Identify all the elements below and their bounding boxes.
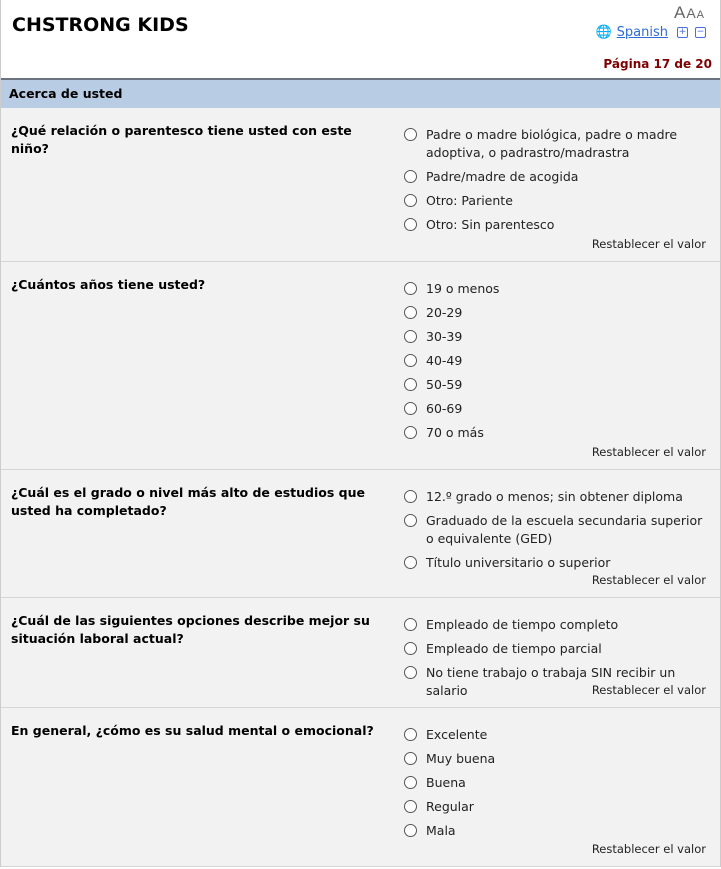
reset-value-link[interactable]: Restablecer el valor xyxy=(591,445,706,459)
radio-button[interactable] xyxy=(404,642,417,655)
radio-button[interactable] xyxy=(404,330,417,343)
option[interactable] xyxy=(404,750,709,768)
option-label: 60-69 xyxy=(426,401,463,416)
radio-button[interactable] xyxy=(404,728,417,741)
option-label: Empleado de tiempo parcial xyxy=(426,641,602,656)
option-label: Excelente xyxy=(426,727,488,742)
language-link[interactable]: Spanish xyxy=(616,25,668,40)
radio-button[interactable] xyxy=(404,306,417,319)
header xyxy=(1,0,720,80)
option[interactable] xyxy=(404,512,709,548)
option-label: Buena xyxy=(426,775,466,790)
reset-value-link[interactable]: Restablecer el valor xyxy=(591,237,706,251)
radio-button[interactable] xyxy=(404,618,417,631)
option[interactable] xyxy=(404,126,709,162)
options-group xyxy=(404,488,709,578)
question-row xyxy=(1,708,720,867)
question-row xyxy=(1,470,720,598)
reset-value-link[interactable]: Restablecer el valor xyxy=(591,573,706,587)
option[interactable] xyxy=(404,304,709,322)
option-label: Otro: Pariente xyxy=(426,193,513,208)
font-size-controls xyxy=(673,3,704,23)
option[interactable] xyxy=(404,280,709,298)
question-row xyxy=(1,108,720,262)
font-large-button[interactable]: A xyxy=(673,3,686,22)
question-text: ¿Cuál de las siguientes opciones describe mejor su situación laboral actual? xyxy=(11,613,370,646)
radio-button[interactable] xyxy=(404,354,417,367)
radio-button[interactable] xyxy=(404,824,417,837)
option[interactable] xyxy=(404,616,709,634)
option-label: 30-39 xyxy=(426,329,463,344)
option-label: 70 o más xyxy=(426,425,484,440)
question-text: En general, ¿cómo es su salud mental o emocional? xyxy=(11,723,374,738)
question-row xyxy=(1,598,720,708)
minus-icon[interactable]: − xyxy=(696,27,705,37)
page-indicator: Página 17 de 20 xyxy=(603,57,712,71)
option-label: Muy buena xyxy=(426,751,496,766)
options-group xyxy=(404,280,709,448)
reset-value-link[interactable]: Restablecer el valor xyxy=(591,842,706,856)
option[interactable] xyxy=(404,554,709,572)
option-label: Mala xyxy=(426,823,456,838)
plus-icon[interactable]: + xyxy=(678,27,687,37)
option-label: 50-59 xyxy=(426,377,463,392)
globe-icon: 🌐 xyxy=(595,25,612,40)
option-label: Graduado de la escuela secundaria superior o equivalente (GED) xyxy=(426,513,703,546)
section-header: Acerca de usted xyxy=(1,80,720,108)
radio-button[interactable] xyxy=(404,800,417,813)
option-label: 19 o menos xyxy=(426,281,500,296)
radio-button[interactable] xyxy=(404,752,417,765)
radio-button[interactable] xyxy=(404,556,417,569)
option[interactable] xyxy=(404,376,709,394)
options-group xyxy=(404,726,709,846)
option[interactable] xyxy=(404,774,709,792)
option[interactable] xyxy=(404,822,709,840)
option[interactable] xyxy=(404,216,709,234)
option-label: 12.º grado o menos; sin obtener diploma xyxy=(426,489,683,504)
question-row xyxy=(1,262,720,470)
radio-button[interactable] xyxy=(404,426,417,439)
option[interactable] xyxy=(404,488,709,506)
font-small-button[interactable]: A xyxy=(696,9,704,21)
option[interactable] xyxy=(404,192,709,210)
option[interactable] xyxy=(404,726,709,744)
option[interactable] xyxy=(404,400,709,418)
option[interactable] xyxy=(404,640,709,658)
language-controls xyxy=(595,25,706,40)
option-label: 20-29 xyxy=(426,305,463,320)
option-label: Otro: Sin parentesco xyxy=(426,217,555,232)
radio-button[interactable] xyxy=(404,218,417,231)
radio-button[interactable] xyxy=(404,282,417,295)
radio-button[interactable] xyxy=(404,490,417,503)
radio-button[interactable] xyxy=(404,776,417,789)
option[interactable] xyxy=(404,798,709,816)
option-label: Padre o madre biológica, padre o madre adoptiva, o padrastro/madrastra xyxy=(426,127,678,160)
radio-button[interactable] xyxy=(404,402,417,415)
option-label: 40-49 xyxy=(426,353,463,368)
radio-button[interactable] xyxy=(404,128,417,141)
option[interactable] xyxy=(404,424,709,442)
question-text: ¿Cuántos años tiene usted? xyxy=(11,277,206,292)
font-medium-button[interactable]: A xyxy=(686,5,696,21)
option-label: No tiene trabajo o trabaja SIN recibir un salario xyxy=(426,665,676,698)
survey-title: CHSTRONG KIDS xyxy=(12,14,189,36)
option[interactable] xyxy=(404,352,709,370)
question-text: ¿Qué relación o parentesco tiene usted con este niño? xyxy=(11,123,352,156)
option[interactable] xyxy=(404,168,709,186)
reset-value-link[interactable]: Restablecer el valor xyxy=(591,683,706,697)
option-label: Padre/madre de acogida xyxy=(426,169,579,184)
radio-button[interactable] xyxy=(404,666,417,679)
option[interactable] xyxy=(404,328,709,346)
radio-button[interactable] xyxy=(404,194,417,207)
question-text: ¿Cuál es el grado o nivel más alto de estudios que usted ha completado? xyxy=(11,485,365,518)
radio-button[interactable] xyxy=(404,514,417,527)
option-label: Regular xyxy=(426,799,474,814)
options-group xyxy=(404,126,709,240)
radio-button[interactable] xyxy=(404,378,417,391)
radio-button[interactable] xyxy=(404,170,417,183)
option-label: Título universitario o superior xyxy=(426,555,611,570)
option-label: Empleado de tiempo completo xyxy=(426,617,619,632)
